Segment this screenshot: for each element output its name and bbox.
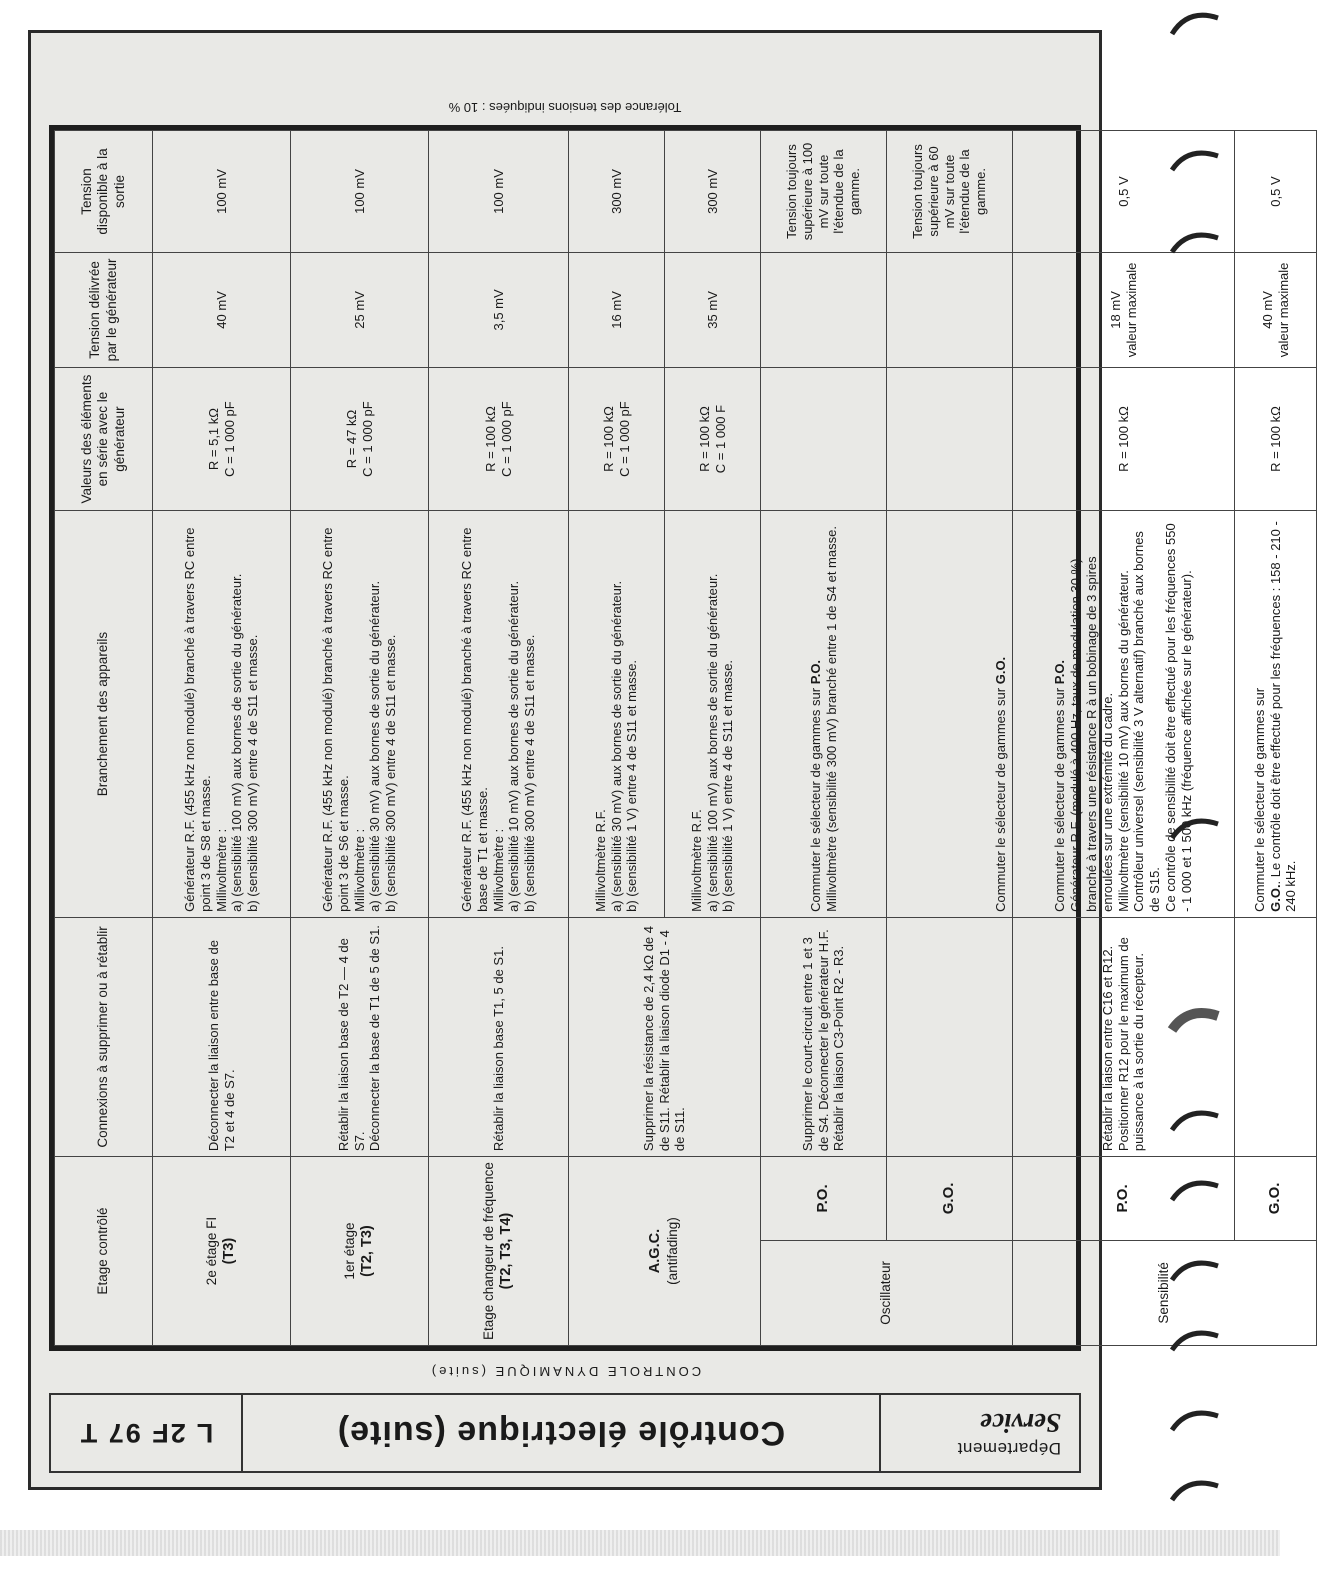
binder-ring-icon [1168, 1170, 1228, 1220]
stage-subtitle: (antifading) [665, 1217, 681, 1285]
available-cell: 0,5 V [1013, 131, 1235, 253]
wiring-prefix: Commuter le sélecteur de gammes sur [807, 687, 823, 912]
stage-transistors: (T3) [220, 1237, 237, 1265]
table-header-row [55, 131, 153, 1346]
control-table-rotated [54, 130, 1299, 1346]
stage-cell [429, 1157, 569, 1346]
series-cell [429, 367, 569, 511]
wiring-range-tag: P.O. [1052, 659, 1068, 685]
table-row [1013, 131, 1235, 1346]
available-cell: 100 mV [429, 131, 569, 253]
binder-ring-icon [1168, 1100, 1228, 1150]
connections-cell: Rétablir la liaison base de T2 — 4 de S7. Déconnecter la base de T1 de 5 de S1. [291, 917, 429, 1156]
connections-cell: Supprimer la résistance de 2,4 kΩ de 4 de S11. Rétablir la liaison diode D1 - 4 de S11. [569, 917, 761, 1156]
series-c: C = 1 000 pF [221, 401, 237, 477]
connections-cell: Supprimer le court-circuit entre 1 et 3 de S4. Déconnecter le générateur H.F. Rétablir la liaison C3-Point R2 - R3. [761, 917, 887, 1156]
delivered-note: valeur maximale [1275, 262, 1291, 358]
scan-edge-strip [0, 1530, 1280, 1556]
binder-ring-icon [1168, 4, 1228, 54]
wiring-cell: Générateur R.F. (455 kHz non modulé) branché à travers RC entre point 3 de S6 et masse. Millivoltmètre : a) (sensibilité 30 mV) aux bornes de sortie du générateur. b) (sensibilité 300 mV) entre 4 de S11 et masse. [291, 511, 429, 918]
stage-name: Etage changeur de fréquence [481, 1162, 497, 1340]
available-cell: 300 mV [665, 131, 761, 253]
tolerance-footnote: Tolérance des tensions indiquées : 10 % [448, 100, 682, 115]
available-cell: 100 mV [153, 131, 291, 253]
wiring-text: Millivoltmètre (sensibilité 300 mV) branché entre 1 de S4 et masse. [823, 526, 839, 912]
delivered-value: 40 mV [1259, 291, 1275, 329]
section-caption: CONTROLE DYNAMIQUE (suite) [428, 1364, 702, 1379]
table-row [153, 131, 291, 1346]
delivered-cell: 16 mV [569, 253, 665, 368]
header-series: Valeurs des éléments en série avec le générateur [55, 367, 153, 511]
series-r: R = 5,1 kΩ [205, 408, 221, 471]
header-available: Tension disponible à la sortie [55, 131, 153, 253]
range-tag: G.O. [887, 1157, 1013, 1241]
binder-ring-icon [1168, 140, 1228, 190]
stage-cell [569, 1157, 761, 1346]
delivered-cell [761, 253, 887, 368]
wiring-cell: Millivoltmètre R.F. a) (sensibilité 100 mV) aux bornes de sortie du générateur. b) (sensibilité 1 V) entre 4 de S11 et masse. [665, 511, 761, 918]
wiring-prefix: Commuter le sélecteur de gammes sur [993, 687, 1009, 912]
wiring-cell: Générateur R.F. (455 kHz non modulé) branché à travers RC entre point 3 de S8 et masse. Millivoltmètre : a) (sensibilité 100 mV) aux bornes de sortie du générateur. b) (sensibilité 300 mV) entre 4 de S11 et masse. [153, 511, 291, 918]
range-tag: P.O. [761, 1157, 887, 1241]
control-table-frame [49, 125, 1299, 1351]
table-row [429, 131, 569, 1346]
department-block [879, 1395, 1079, 1471]
wiring-cell: Millivoltmètre R.F. a) (sensibilité 30 mV) aux bornes de sortie du générateur. b) (sensibilité 1 V) entre 4 de S11 et masse. [569, 511, 665, 918]
department-label: Département [957, 1439, 1061, 1459]
series-r: R = 100 kΩ [1235, 367, 1317, 511]
connections-cell: Rétablir la liaison base T1, 5 de S1. [429, 917, 569, 1156]
wiring-range-tag: P.O. [807, 659, 823, 685]
available-cell: Tension toujours supérieure à 100 mV sur toute l'étendue de la gamme. [761, 131, 887, 253]
page-title: Contrôle électrique (suite) [336, 1414, 786, 1453]
page-header [49, 1393, 1081, 1473]
wiring-prefix: Commuter le sélecteur de gammes sur [1052, 687, 1068, 912]
series-cell [569, 367, 665, 511]
wiring-cell [761, 511, 887, 918]
available-cell: 100 mV [291, 131, 429, 253]
document-reference: L 2F 97 T [51, 1395, 243, 1471]
range-tag: G.O. [1235, 1157, 1317, 1241]
wiring-cell: Générateur R.F. (455 kHz non modulé) branché à travers RC entre base de T1 et masse. Millivoltmètre : a) (sensibilité 10 mV) aux bornes de sortie du générateur. b) (sensibilité 300 mV) entre 4 de S11 et masse. [429, 511, 569, 918]
series-cell [761, 367, 887, 511]
delivered-value: 18 mV [1107, 291, 1123, 329]
stage-name: A.G.C. [647, 1228, 664, 1274]
wiring-cell [887, 511, 1013, 918]
series-r: R = 100 kΩ [600, 406, 616, 472]
stage-transistors: (T2, T3, T4) [497, 1212, 514, 1290]
table-row [291, 131, 429, 1346]
series-cell [153, 367, 291, 511]
table-row [887, 131, 1013, 1346]
wiring-prefix: Commuter le sélecteur de gammes sur [1251, 687, 1267, 912]
binder-ring-icon [1168, 1400, 1228, 1450]
delivered-cell: 25 mV [291, 253, 429, 368]
dynamic-control-table [54, 130, 1317, 1346]
stage-name: 1er étage [342, 1222, 358, 1280]
series-cell [291, 367, 429, 511]
wiring-cell [1235, 511, 1317, 918]
document-sheet [28, 30, 1299, 1490]
binder-ring-icon [1168, 808, 1228, 858]
series-r: R = 100 kΩ [1013, 367, 1235, 511]
binder-ring-icon [1168, 1250, 1228, 1300]
header-wiring: Branchement des appareils [55, 511, 153, 918]
table-row [761, 131, 887, 1346]
binder-ring-icon [1168, 1000, 1228, 1050]
wiring-text: . Le contrôle doit être effectué pour les fréquences : 158 - 210 - 240 kHz. [1267, 521, 1299, 912]
connections-cell [1235, 917, 1317, 1156]
wiring-text: Générateur R.F. (modulé à 400 Hz, taux de modulation 30 %) branché à travers une résistance R à un bobinage de 3 spires enroulées sur une extrémité du cadre. Millivoltmètre (sensibilité 10 mV) aux bornes du générateur. Contrôleur universel (sensibilité 3 V alternatif) branché aux bornes de S15. Ce contrôle de sensibilité doit être effectué pour les fréquences 550 - 1 000 et 1 500 kHz (fréquence affichée sur le générateur). [1067, 523, 1194, 912]
available-cell: 300 mV [569, 131, 665, 253]
connections-cell: Déconnecter la liaison entre base de T2 et 4 de S7. [153, 917, 291, 1156]
header-connections: Connexions à supprimer ou à rétablir [55, 917, 153, 1156]
series-r: R = 100 kΩ [482, 406, 498, 472]
stage-cell: Sensibilité [1013, 1240, 1317, 1345]
connections-cell [887, 917, 1013, 1156]
connections-cell: Rétablir la liaison entre C16 et R12. Positionner R12 pour le maximum de puissance à la sortie du récepteur. [1013, 917, 1235, 1156]
delivered-cell: 3,5 mV [429, 253, 569, 368]
delivered-cell: 35 mV [665, 253, 761, 368]
upside-down-page [31, 33, 1299, 1487]
range-tag: P.O. [1013, 1157, 1235, 1241]
table-row [1235, 131, 1317, 1346]
stage-name: 2e étage FI [204, 1216, 220, 1286]
header-delivered: Tension délivrée par le générateur [55, 253, 153, 368]
stage-cell [153, 1157, 291, 1346]
series-c: C = 1 000 F [712, 404, 728, 474]
binder-ring-icon [1168, 1470, 1228, 1520]
series-c: C = 1 000 pF [616, 401, 632, 477]
table-row [569, 131, 665, 1346]
delivered-cell [1235, 253, 1317, 368]
series-cell [887, 367, 1013, 511]
stage-cell: Oscillateur [761, 1240, 1013, 1345]
wiring-range-tag: G.O. [1267, 884, 1283, 912]
series-c: C = 1 000 pF [498, 401, 514, 477]
stage-transistors: (T2, T3) [358, 1225, 375, 1277]
header-stage: Etage contrôlé [55, 1157, 153, 1346]
available-cell: Tension toujours supérieure à 60 mV sur toute l'étendue de la gamme. [887, 131, 1013, 253]
series-r: R = 47 kΩ [343, 409, 359, 469]
delivered-cell [887, 253, 1013, 368]
wiring-range-tag: G.O. [993, 656, 1009, 685]
service-brand: Service [980, 1408, 1061, 1439]
stage-cell [291, 1157, 429, 1346]
series-r: R = 100 kΩ [696, 406, 712, 472]
delivered-cell: 40 mV [153, 253, 291, 368]
available-cell: 0,5 V [1235, 131, 1317, 253]
series-c: C = 1 000 pF [359, 401, 375, 477]
delivered-note: valeur maximale [1123, 262, 1139, 358]
binder-ring-icon [1168, 1320, 1228, 1370]
series-cell [665, 367, 761, 511]
binder-ring-icon [1168, 222, 1228, 272]
